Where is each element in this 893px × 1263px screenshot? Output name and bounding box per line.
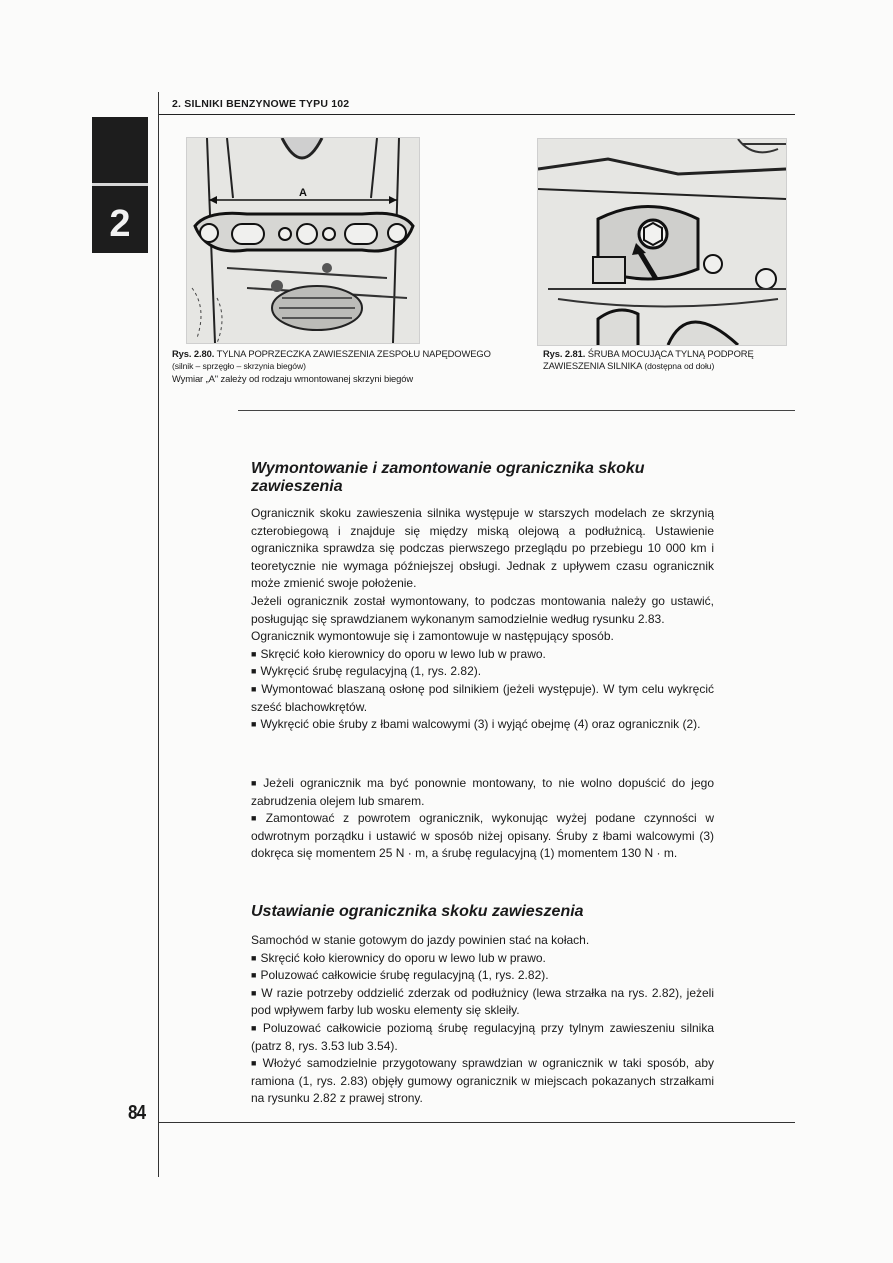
list-item: ■ Wykręcić śrubę regulacyjną (1, rys. 2.82). bbox=[251, 664, 482, 679]
section-heading-adjustment: Ustawianie ogranicznika skoku zawieszenia bbox=[251, 903, 584, 920]
figure-note: Wymiar „A" zależy od rodzaju wmontowanej skrzyni biegów bbox=[172, 372, 414, 384]
list-item: ■ Jeżeli ogranicznik ma być ponownie montowany, to nie wolno dopuścić do jego zabrudzenia olejem lub smarem. bbox=[251, 776, 714, 808]
figure-caption-text: ŚRUBA MOCUJĄCA TYLNĄ PODPORĘ ZAWIESZENIA SILNIKA bbox=[543, 348, 754, 372]
list-item: ■ Wykręcić obie śruby z łbami walcowymi (3) i wyjąć obejmę (4) oraz ogranicznik (2). bbox=[251, 717, 701, 732]
header-rule bbox=[158, 114, 795, 115]
list-item: ■ Poluzować całkowicie śrubę regulacyjną (1, rys. 2.82). bbox=[251, 968, 549, 983]
bullet-icon: ■ bbox=[251, 778, 260, 788]
bullet-icon: ■ bbox=[251, 683, 258, 694]
list-item: ■ Wymontować blaszaną osłonę pod silnikiem (jeżeli występuje). W tym celu wykręcić sześć blachowkrętów. bbox=[251, 681, 714, 714]
bullet-icon: ■ bbox=[251, 648, 257, 659]
figure-caption-paren: (dostępna od dołu) bbox=[644, 361, 715, 372]
paragraph: Jeżeli ogranicznik został wymontowany, to podczas montowania należy go ustawić, posługując się sprawdzianem wykonanym samodzielnie według rysunku 2.83. bbox=[251, 593, 714, 626]
dimension-a-label: A bbox=[299, 187, 307, 199]
bullet-icon: ■ bbox=[251, 970, 257, 981]
chapter-tab bbox=[92, 117, 148, 253]
figure-caption-2-80 bbox=[172, 348, 512, 385]
running-head: 2. SILNIKI BENZYNOWE TYPU 102 bbox=[172, 98, 350, 110]
page-number: 84 bbox=[128, 1102, 146, 1124]
section-rule bbox=[238, 410, 795, 411]
bullet-icon: ■ bbox=[251, 813, 262, 824]
bullet-icon: ■ bbox=[251, 719, 257, 730]
section1-intro bbox=[251, 505, 714, 734]
section2-body bbox=[251, 932, 714, 1108]
chapter-tab-divider bbox=[92, 183, 148, 186]
footer-rule bbox=[158, 1122, 795, 1123]
list-item: ■ Zamontować z powrotem ogranicznik, wykonując wyżej podane czynności w odwrotnym porządku i ustawić w sposób niżej opisany. Śruby z łbami walcowymi (3) dokręca się momentem 25 N · m, a śrubę regulacyjną (1) momentem 130 N · m. bbox=[251, 811, 715, 861]
figure-caption-paren: (silnik – sprzęgło – skrzynia biegów) bbox=[172, 361, 306, 372]
bullet-icon: ■ bbox=[251, 952, 257, 963]
figure-label: Rys. 2.81. bbox=[543, 348, 586, 359]
paragraph: Ogranicznik wymontowuje się i zamontowuje w następujący sposób. bbox=[251, 629, 614, 644]
paragraph: Samochód w stanie gotowym do jazdy powinien stać na kołach. bbox=[251, 933, 590, 947]
list-item: ■ W razie potrzeby oddzielić zderzak od podłużnicy (lewa strzałka na rys. 2.82), jeżeli pod wpływem farby lub wosku elementy się skleiły. bbox=[251, 985, 715, 1018]
list-item: ■ Skręcić koło kierownicy do oporu w lewo lub w prawo. bbox=[251, 646, 546, 661]
bullet-icon: ■ bbox=[251, 666, 257, 677]
figure-rear-crossmember bbox=[186, 137, 420, 344]
chapter-number: 2 bbox=[109, 203, 131, 245]
section1-notes bbox=[251, 775, 714, 863]
engine-mount-drawing bbox=[538, 139, 786, 345]
figure-caption-2-81 bbox=[543, 348, 793, 373]
list-item: ■ Włożyć samodzielnie przygotowany sprawdzian w ogranicznik w taki sposób, aby ramiona (1, rys. 2.83) objęły gumowy ogranicznik w miejscach pokazanych strzałkami na rysunku 2.82 z prawej strony. bbox=[251, 1056, 714, 1106]
list-item: ■ Skręcić koło kierownicy do oporu w lewo lub w prawo. bbox=[251, 950, 546, 965]
figure-engine-mount-bolt bbox=[537, 138, 787, 346]
bullet-icon: ■ bbox=[251, 1022, 259, 1033]
figure-label: Rys. 2.80. bbox=[172, 348, 215, 359]
bullet-icon: ■ bbox=[251, 1058, 259, 1069]
paragraph: Ogranicznik skoku zawieszenia silnika występuje w starszych modelach ze skrzynią czterobiegową i znajduje się między miską olejową a podłużnicą. Ustawienie ogranicznika sprawdza się podczas pierwszego przeglądu po przebiegu 10 000 km i teoretycznie nie wymaga późniejszej obsługi. Jednak z upływem czasu ogranicznik może zmienić swoje położenie. bbox=[251, 506, 714, 591]
figure-caption-text: TYLNA POPRZECZKA ZAWIESZENIA ZESPOŁU NAPĘDOWEGO bbox=[216, 348, 491, 359]
bullet-icon: ■ bbox=[251, 987, 258, 998]
list-item: ■ Poluzować całkowicie poziomą śrubę regulacyjną przy tylnym zawieszeniu silnika (patrz 8, rys. 3.53 lub 3.54). bbox=[251, 1020, 714, 1053]
crossmember-drawing bbox=[187, 138, 419, 343]
section-heading-removal: Wymontowanie i zamontowanie ogranicznika skoku zawieszenia bbox=[251, 460, 645, 495]
margin-rule bbox=[158, 92, 159, 1177]
